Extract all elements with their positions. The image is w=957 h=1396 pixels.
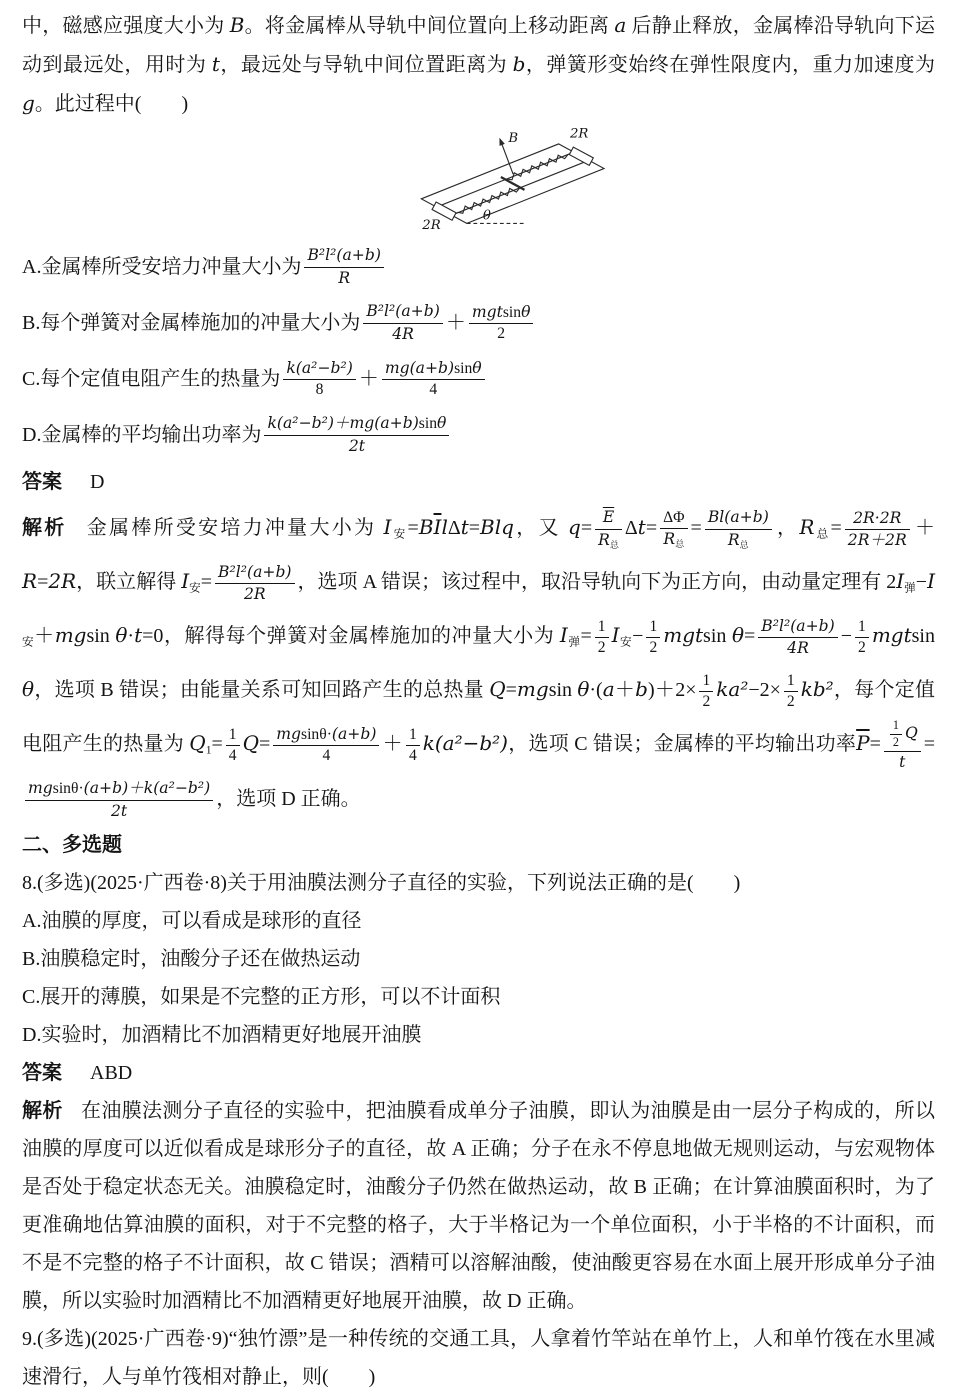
question7-stem: 中，磁感应强度大小为 B。将金属棒从导轨中间位置向上移动距离 a 后静止释放，金属棒沿导轨向下运动到最远处，用时为 t，最远处与导轨中间位置距离为 b，弹簧形变始终在弹性限度内，重力加速度为 g。此过程中( ) — [22, 13, 936, 115]
answer-label: 答案 — [22, 471, 62, 493]
q8-option-b: B.油膜稳定时，油酸分子还在做热运动 — [22, 947, 361, 970]
q7-analysis-text: 金属棒所受安培力冲量大小为 I安$=B\overline{I}l\Delta t=Blq$，又 q= $\frac{\overline{E}}{\text{R总}}$ Δt= $\frac{\Delta\Phi}{\text{R总}}$ = $\frac{Bl(a+b)}{\text{R总}}$ ，R总= $\frac{2R\cdot 2R}{2R+2R}$ ＋R=2R，联立解得 I安= $\frac{\text{B²l²(a+b)}}{2R}$ ，选项 A 错误；该过程中，取沿导轨向下为正方向，由动量定理有 2I弹−I安＋mgsin θ·t=0，解得每个弹簧对金属棒施加的冲量大小为 I弹= $\frac{1}{2}$ I安− $\frac{1}{2}$ mgtsin θ= $\frac{\text{B²l²(a+b)}}{4R}$ − $\frac{1}{2}$ mgtsin θ，选项 B 错误；由能量关系可知回路产生的总热量 Q=mgsin θ·(a＋b)＋2× $\frac{1}{2}$ ka²−2× $\frac{1}{2}$ kb²，每个定值电阻产生的热量为 Q1= $\frac{1}{4}$ Q= $\frac{mgsin\theta\cdot(a+b)}{4}$ ＋ $\frac{1}{4}$ k(a²−b²)，选项 C 错误；金属棒的平均输出功率$\overline{P}=$ $\frac{1}{2}$ Q t = $\frac{\text{mgsinθ·(a+b)＋k(a²−b²)}}{2t}$ ，选项 D 正确。 — [22, 508, 936, 820]
q7-answer-value: D — [90, 471, 105, 493]
resistor-label-bottom: 2R — [422, 218, 441, 231]
q7-option-a: A.金属棒所受安培力冲量大小为 $\frac{\text{B²l²(a+b)}}{R}$ — [22, 239, 935, 295]
q7-analysis — [22, 501, 935, 826]
question9-stem: 9.(多选)(2025·广西卷·9)“独竹漂”是一种传统的交通工具，人拿着竹竿站在单竹上，人和单竹筏在水里减速滑行，人与单竹筏相对静止，则( ) — [22, 1327, 935, 1388]
q7-option-c: C.每个定值电阻产生的热量为 $\frac{\text{k(a²−b²)}}{8}$ ＋ $\frac{mg(a+b)\sin\theta}{4}$ — [22, 351, 935, 407]
q8-answer-value: ABD — [90, 1061, 133, 1084]
q8-option-c: C.展开的薄膜，如果是不完整的正方形，可以不计面积 — [22, 985, 501, 1008]
incline-circuit-figure — [400, 125, 632, 237]
b-field-label: B — [508, 131, 519, 147]
q8-option-d: D.实验时，加酒精比不加酒精更好地展开油膜 — [22, 1023, 422, 1046]
document-page — [22, 6, 935, 1396]
q8-option-a: A.油膜的厚度，可以看成是球形的直径 — [22, 909, 362, 932]
b-field-arrowhead — [499, 138, 504, 146]
resistor-box-top — [569, 147, 593, 165]
section-heading-multichoice: 二、多选题 — [22, 833, 122, 856]
q7-answer-row — [22, 463, 935, 501]
q8-analysis-text: 在油膜法测分子直径的实验中，把油膜看成单分子油膜，即认为油膜是由一层分子构成的，所以油膜的厚度可以近似看成是球形分子的直径，故 A 正确；分子在永不停息地做无规则运动，与宏观物体是否处于稳定状态无关。油膜稳定时，油酸分子仍然在做热运动，故 B 正确；在计算油膜面积时，为了更准确地估算油膜的面积，对于不完整的格子，大于半格记为一个单位面积，小于半格的不计面积，而不是不完整的格子不计面积，故 C 错误；酒精可以溶解油酸，使油酸更容易在水面上展开形成单分子油膜，所以实验时加酒精比不加酒精更好地展开油膜，故 D 正确。 — [22, 1099, 936, 1312]
answer-label: 答案 — [22, 1061, 62, 1084]
b-field-arrow — [502, 144, 513, 174]
analysis-label: 解析 — [22, 1099, 63, 1122]
q8-answer-row — [22, 1054, 935, 1092]
incline-circuit-svg — [400, 125, 632, 231]
resistor-label-top: 2R — [569, 126, 589, 142]
analysis-label: 解析 — [22, 517, 67, 539]
q8-analysis — [22, 1092, 935, 1320]
q7-option-d: D.金属棒的平均输出功率为 $\frac{\text{k(a²−b²)＋mg(a+b)sinθ}}{2t}$ — [22, 407, 935, 463]
question8-stem: 8.(多选)(2025·广西卷·8)关于用油膜法测分子直径的实验，下列说法正确的是( ) — [22, 871, 741, 894]
theta-label: θ — [482, 208, 491, 224]
q7-option-b: B.每个弹簧对金属棒施加的冲量大小为 $\frac{\text{B²l²(a+b)}}{4R}$ ＋ $\frac{\text{mgtsinθ}}{2}$ — [22, 295, 935, 351]
